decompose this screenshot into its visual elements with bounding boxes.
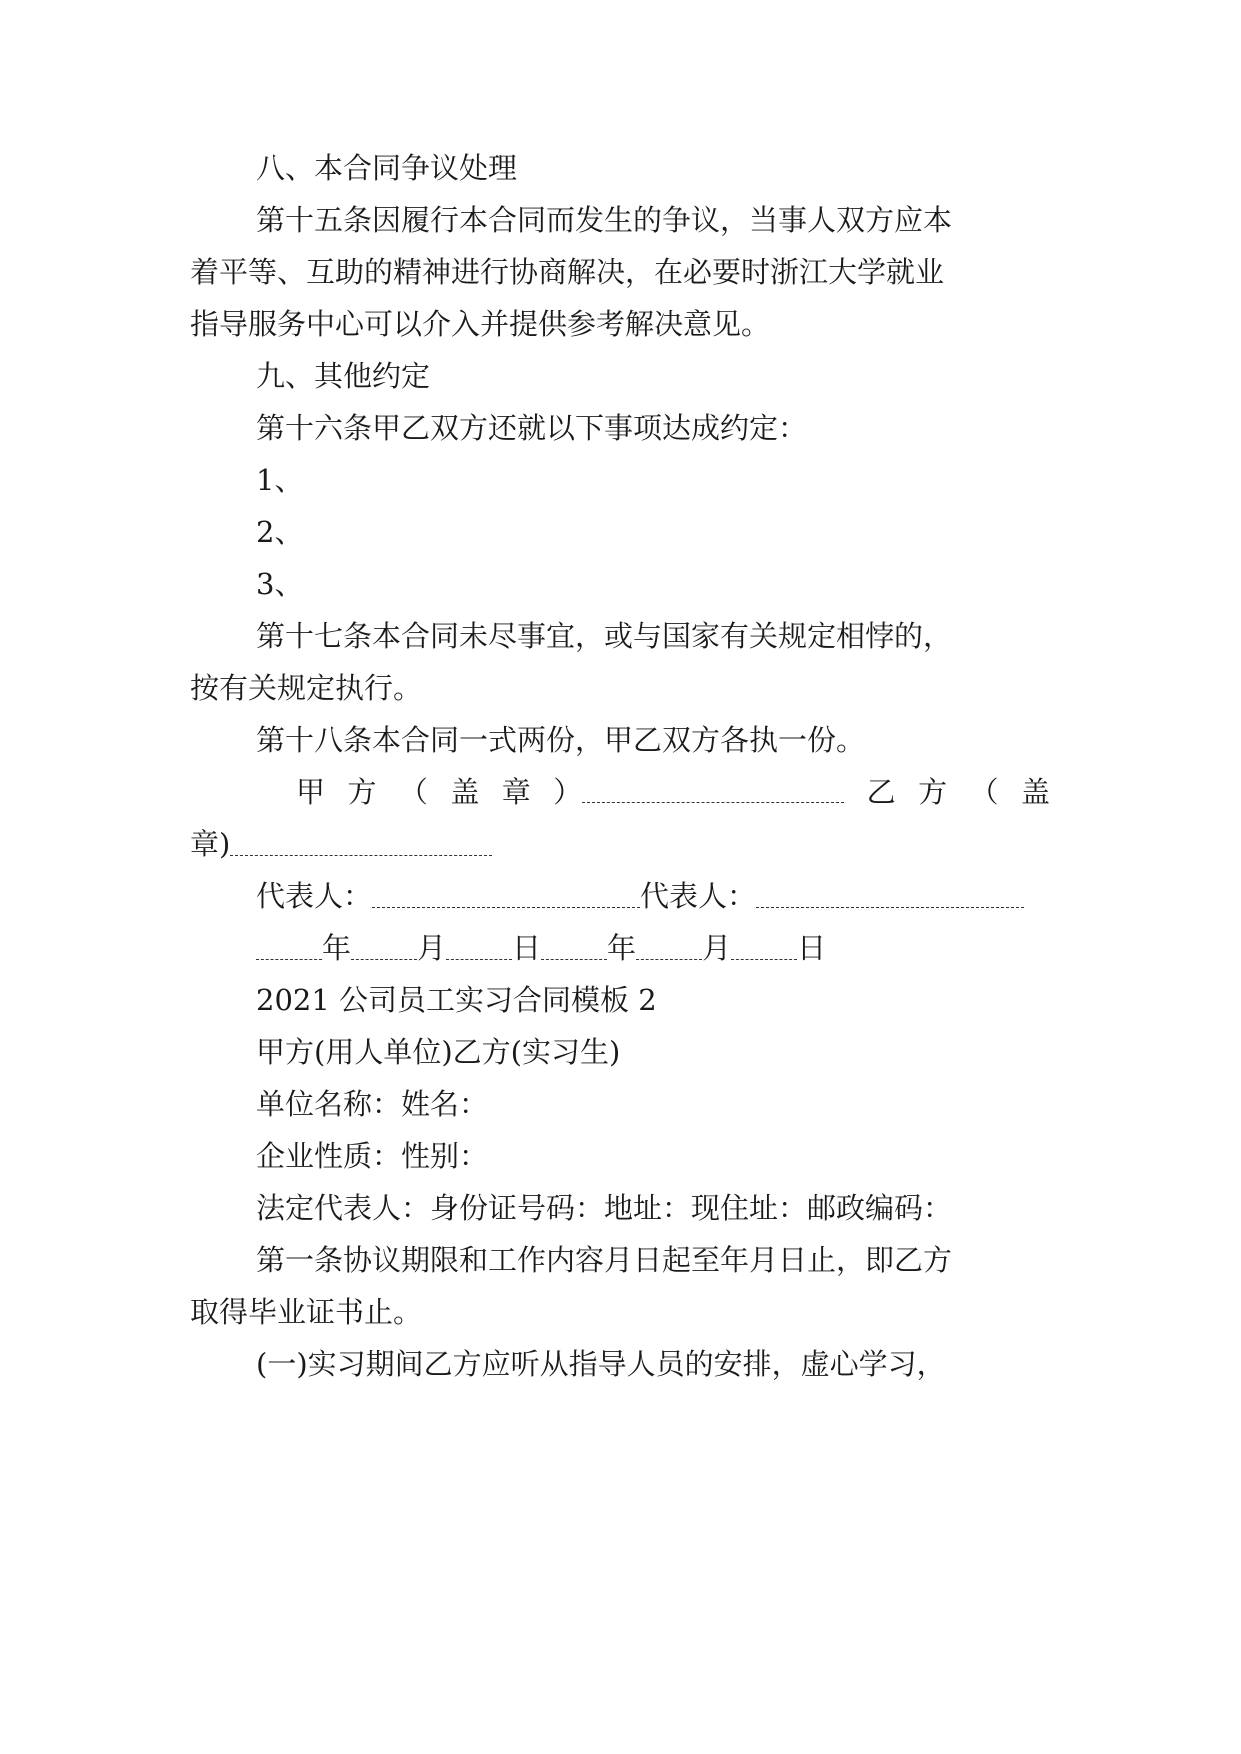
party-a-char: （ <box>398 775 428 809</box>
article-18: 第十八条本合同一式两份，甲乙双方各执一份。 <box>256 723 866 757</box>
date-blank <box>351 931 417 960</box>
section-8-heading: 八、本合同争议处理 <box>256 151 518 185</box>
party-a-seal-blank <box>582 774 844 803</box>
date-blank <box>731 931 797 960</box>
signature-row <box>296 772 1050 812</box>
date-day-b: 日 <box>797 931 827 965</box>
template-2-title: 2021 公司员工实习合同模板 2 <box>256 983 657 1017</box>
representative-b-label: 代表人： <box>640 879 757 913</box>
date-year-a: 年 <box>322 931 352 965</box>
article-15-line-2: 着平等、互助的精神进行协商解决，在必要时浙江大学就业 <box>190 255 945 289</box>
date-month-b: 月 <box>702 931 732 965</box>
article-1-line-2: 取得毕业证书止。 <box>190 1295 423 1329</box>
date-year-b: 年 <box>607 931 637 965</box>
party-a-char: 盖 <box>450 775 480 809</box>
template-2-parties: 甲方(用人单位)乙方(实习生) <box>256 1035 621 1069</box>
date-row <box>256 928 1050 968</box>
article-15-line-3: 指导服务中心可以介入并提供参考解决意见。 <box>190 307 771 341</box>
article-1-line-1: 第一条协议期限和工作内容月日起至年月日止，即乙方 <box>256 1243 953 1277</box>
article-16: 第十六条甲乙双方还就以下事项达成约定： <box>256 411 808 445</box>
party-b-char: 乙 <box>866 775 896 809</box>
party-b-seal-end: 章) <box>190 827 231 861</box>
party-a-char: 章 <box>501 775 531 809</box>
representative-a-label: 代表人： <box>256 879 373 913</box>
party-b-char: （ <box>969 775 999 809</box>
template-2-enterprise-row: 企业性质：性别： <box>256 1139 489 1173</box>
article-15-line-1: 第十五条因履行本合同而发生的争议，当事人双方应本 <box>256 203 953 237</box>
template-2-representative-row: 法定代表人：身份证号码：地址：现住址：邮政编码： <box>256 1191 953 1225</box>
article-17-line-1: 第十七条本合同未尽事宜，或与国家有关规定相悖的， <box>256 619 953 653</box>
agreement-item-1: 1、 <box>256 463 304 497</box>
date-blank <box>636 931 702 960</box>
date-blank <box>446 931 512 960</box>
party-b-char: 盖 <box>1020 775 1050 809</box>
representative-row <box>256 876 1050 916</box>
article-17-line-2: 按有关规定执行。 <box>190 671 423 705</box>
party-a-char: 方 <box>347 775 377 809</box>
date-month-a: 月 <box>417 931 447 965</box>
representative-a-blank <box>372 879 640 908</box>
representative-b-blank <box>756 879 1024 908</box>
section-9-heading: 九、其他约定 <box>256 359 431 393</box>
template-2-unit-name-row: 单位名称：姓名： <box>256 1087 489 1121</box>
party-a-char: ） <box>553 775 583 809</box>
agreement-item-2: 2、 <box>256 515 304 549</box>
party-b-seal-blank <box>230 827 492 856</box>
date-blank <box>541 931 607 960</box>
agreement-item-3: 3、 <box>256 567 304 601</box>
party-b-char: 方 <box>918 775 948 809</box>
clause-1: (一)实习期间乙方应听从指导人员的安排，虚心学习， <box>256 1347 946 1381</box>
date-day-a: 日 <box>512 931 542 965</box>
date-blank <box>256 931 322 960</box>
party-b-seal-row <box>190 824 1050 864</box>
party-a-char: 甲 <box>296 775 326 809</box>
